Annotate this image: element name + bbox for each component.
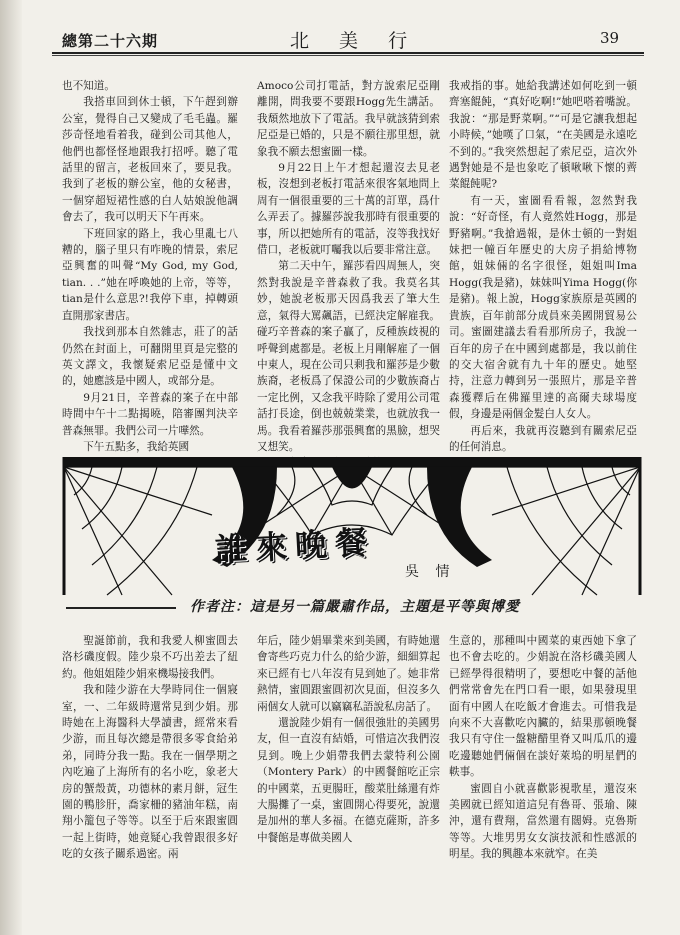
header-rule: [52, 52, 644, 54]
page-number: 39: [600, 29, 620, 47]
paragraph: 生意的，那種叫中國菜的東西她下拿了也不會去吃的。少娟說在洛杉磯美國人已經學得很精明了，要想吃中餐的話他們常常會先在門口看一眼，如果發現里面有中國人在吃飯才會進去。可惜我是向來不大喜歡吃內臟的，結果那頓晚餐我只有守住一盤糖醋里脊又叫瓜爪的邊吃邊聽她們倆個在談好萊塢的明星們的軼事。: [449, 635, 637, 779]
paragraph: 有一天，蜜圖看看報，忽然對我說：“好奇怪，有人竟然姓Hogg，那是野豬啊。”我搶過報，是休士頓的一對姐妹把一幢百年歷史的大房子捐給博物館，姐妹倆的名字很怪，姐姐叫Ima Hogg(我是豬)，妹妹叫Yima Hogg(你是豬)。報上說，Hogg家族原是英國的貴族，百年前部分成員來美國開貿易公司。蜜圖建議去看看那所房子，我說一百年的房子在中國到處都是，我以前住的交大宿舍就有九十年的歷史。她堅持，注意力轉到另一張照片，那是辛普森獲釋后在佛羅里達的高爾夫球場度假，身邊是兩個金髮白人女人。: [449, 194, 637, 421]
paragraph: 9月21日，辛普森的案子在中部時間中午十二點揭曉，陪審團判決辛普森無罪。我們公司一片嘩然。: [62, 391, 238, 437]
article2-column-1: [62, 633, 238, 898]
article-title: 誰來晚餐: [214, 522, 377, 570]
author-note: 作者注：這是另一篇嚴肅作品，主題是平等與博愛: [190, 599, 520, 615]
paragraph: 下班回家的路上，我心里亂七八糟的，腦子里只有咋晚的情景，索尼亞興奮的叫聲“My God, my God, tian. . .”她在呼喚她的上帝，等等，tian是什么意思?!我停下車，掉轉頭直開那家書店。: [62, 227, 238, 322]
paragraph: 我戒指的事。她給我講述如何吃到一頓齊塞餛飩，“真好吃啊!”她吧嗒着嘴說。我說：“那是野菜啊。”“可是它讓我想起小時候，”她嘆了口氣，“在美國是永遠吃不到的。”我突然想起了索尼亞，這次外遇對她是不是也象吃了頓啾啾下懷的薺菜餛飩呢?: [449, 80, 637, 191]
article2-column-2: [257, 633, 440, 898]
author-note-rule: [66, 607, 176, 609]
issue-number: 總第二十六期: [62, 32, 159, 50]
paragraph: Amoco公司打電話，對方說索尼亞剛離開，問我要不要跟Hogg先生講話。我頹然地放下了電話。我早就該猜到索尼亞是已婚的，只是不願往那里想，就象我不願去想蜜圖一樣。: [257, 80, 440, 158]
article-author: 吳 情: [405, 564, 456, 580]
paragraph: 我搭車回到休士頓，下午趕到辦公室，覺得自己又變成了毛毛蟲。羅莎奇怪地看着我，碰到公司其他人，他們也都怪怪地跟我打招呼。聽了電話里的留言，老板回來了，要見我。我到了老板的辦公室，他的女秘書，一個穿超短裙性感的白人姑娘說他調會去了，我可以明天下午再來。: [62, 96, 238, 224]
paragraph: 還說陸少娟有一個很強壯的美國男友，但一直沒有結婚，可惜這次我們沒見到。晚上少娟帶我們去蒙特利公園（Montery Park）的中國餐館吃正宗的中國菜，五更腸旺，酸菜肚絲還有炸大腸攤了一桌，蜜圓開心得要死，說還是加州的華人多福。在德克薩斯，許多中餐館是專做美國人: [257, 717, 440, 844]
scan-edge-shadow: [0, 0, 22, 935]
paragraph: 再后來，我就再沒聽到有關索尼亞的任何消息。: [449, 424, 637, 453]
paragraph: 年后，陸少娟畢業來到美國，有時她還會寄些巧克力什么的給少游，細細算起來已經有七八年沒有見到她了。她非常熱情，蜜圓跟蜜圓初次見面，但沒多久兩個女人就可以竊竊私語說私房話了。: [257, 635, 440, 713]
journal-title: 北 美 行: [290, 30, 420, 52]
paragraph: 我找到那本自然雜志，莊了的話仍然在封面上，可翻開里頁是完整的英文譯文，我懷疑索尼亞是懂中文的，她應該是中國人，或部分是。: [62, 326, 238, 388]
paragraph: 也不知道。: [62, 80, 115, 92]
article2-column-3: [449, 633, 637, 898]
paragraph: 聖誕節前，我和我愛人柳蜜圓去洛杉磯度假。陸少泉不巧出差去了紐約。他姐姐陸少娟來機場接我們。: [62, 635, 238, 680]
paragraph: 下午五點多，我給英國: [83, 440, 190, 453]
paragraph: 第二天中午，羅莎看四周無人，突然對我說是辛普森救了我。我莫名其妙，她說老板那天因爲我丟了筆大生意，氣得大罵飆語，已經決定解雇我。碰巧辛普森的案子贏了，反種族歧視的呼聲到處都是。老板上月剛解雇了一個中東人，現在公司只剩我和羅莎是少數族裔，老板爲了保證公司的少數族裔占一定比例，又念我平時除了愛用公司電話打長途，倒也兢兢業業，也就放我一馬。我看着羅莎那張興奮的黑臉，想哭又想笑。: [257, 260, 440, 453]
article1-column-2: [257, 78, 440, 452]
header-rule-thin: [52, 55, 644, 56]
article1-column-1: [62, 78, 238, 452]
paragraph: 蜜圓自小就喜歡影視歌星，還沒來美國就已經知道這兒有魯哥、張瑜、陳沖，還有費翔，當然還有闊姆。克魯斯等等。大堆男男女女演技派和性感派的明星。我的興趣本來就窄。在美: [449, 782, 637, 861]
paragraph: 我和陸少游在大學時同住一個寢室，一、二年級時還常見到少娟。那時她在上海醫科大學讀書，經常來看少游，而且每次總是帶很多零食給弟弟，同時分我一點。我在一個學期之內吃遍了上海所有的名小吃，象老大房的蟹殼黃，功德林的素月餅，冠生園的鴨胗肝，喬家柵的豬油年糕，南翔小籠包子等等。以至于后來跟蜜圓一起上街時，她竟疑心我曾跟很多好吃的女孩子關系過密。兩: [62, 684, 238, 861]
paragraph: 9月22日上午才想起還沒去見老板，沒想到老板打電話來很客氣地問上周有一個很重要的三十萬的訂單，爲什么弄丟了。據羅莎說我那時有很重要的事，所以把她所有的電話，沒等我找好借口，老板就叮囑我以后要非常注意。: [257, 162, 440, 257]
article1-column-3: [449, 78, 637, 452]
